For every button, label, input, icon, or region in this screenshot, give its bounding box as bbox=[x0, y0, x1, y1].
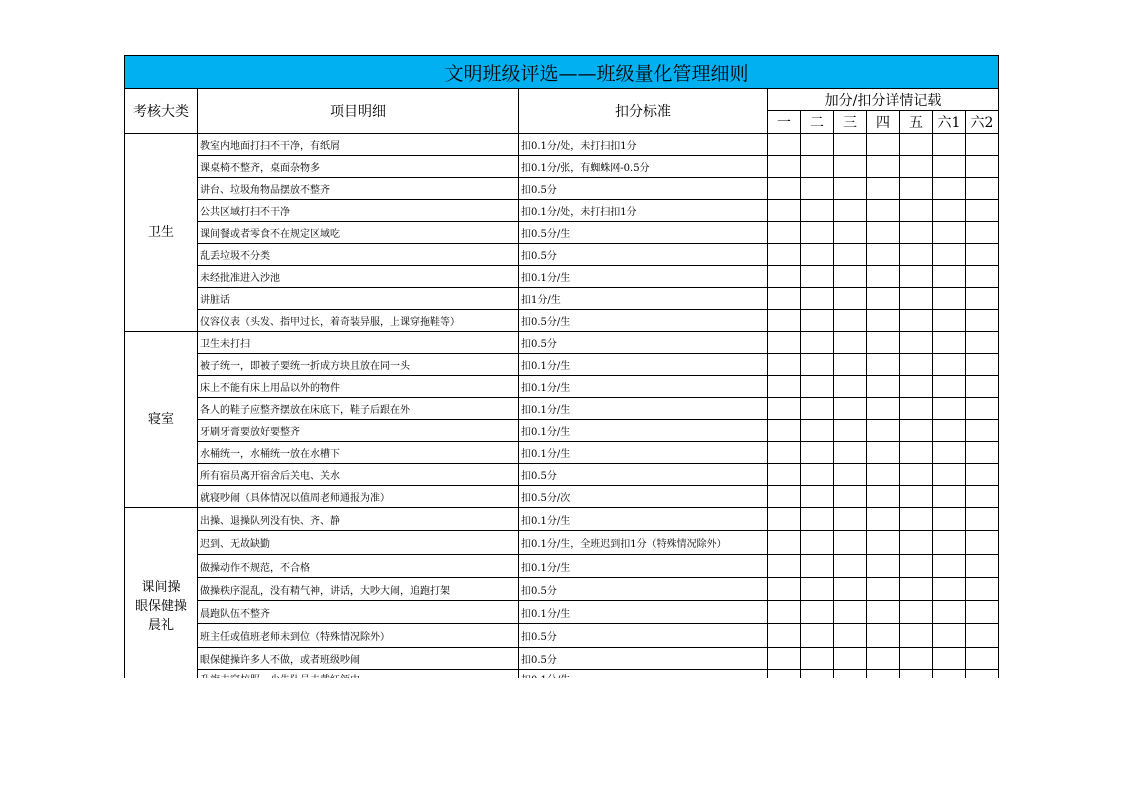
record-cell[interactable] bbox=[801, 442, 834, 464]
record-cell[interactable] bbox=[933, 578, 966, 601]
record-cell[interactable] bbox=[768, 222, 801, 244]
record-cell[interactable] bbox=[933, 486, 966, 508]
standard-cell: 扣0.5分 bbox=[519, 178, 768, 200]
record-cell[interactable] bbox=[834, 310, 867, 332]
record-cell[interactable] bbox=[801, 578, 834, 601]
record-cell[interactable] bbox=[966, 420, 999, 442]
record-cell[interactable] bbox=[801, 244, 834, 266]
record-cell[interactable] bbox=[834, 648, 867, 670]
record-cell[interactable] bbox=[867, 648, 900, 670]
record-cell[interactable] bbox=[834, 486, 867, 508]
record-cell[interactable] bbox=[834, 624, 867, 648]
standard-cell: 扣0.1分/生 bbox=[519, 354, 768, 376]
record-cell[interactable] bbox=[933, 178, 966, 200]
record-cell[interactable] bbox=[768, 578, 801, 601]
record-cell[interactable] bbox=[966, 376, 999, 398]
record-cell[interactable] bbox=[933, 354, 966, 376]
record-cell[interactable] bbox=[933, 442, 966, 464]
record-cell[interactable] bbox=[900, 624, 933, 648]
record-cell[interactable] bbox=[867, 486, 900, 508]
record-cell[interactable] bbox=[966, 200, 999, 222]
record-cell[interactable] bbox=[768, 648, 801, 670]
detail-cell: 卫生未打扫 bbox=[198, 332, 519, 354]
record-cell[interactable] bbox=[801, 486, 834, 508]
record-cell[interactable] bbox=[867, 398, 900, 420]
record-cell[interactable] bbox=[801, 376, 834, 398]
record-cell[interactable] bbox=[834, 578, 867, 601]
record-cell[interactable] bbox=[801, 354, 834, 376]
record-cell[interactable] bbox=[768, 310, 801, 332]
record-cell[interactable] bbox=[768, 178, 801, 200]
record-cell[interactable] bbox=[933, 200, 966, 222]
record-cell[interactable] bbox=[801, 398, 834, 420]
table-row bbox=[125, 354, 999, 376]
table-row bbox=[125, 531, 999, 555]
record-cell[interactable] bbox=[867, 508, 900, 531]
standard-cell: 扣0.5分 bbox=[519, 244, 768, 266]
record-cell[interactable] bbox=[966, 244, 999, 266]
record-cell[interactable] bbox=[966, 648, 999, 670]
record-cell[interactable] bbox=[933, 310, 966, 332]
record-cell[interactable] bbox=[933, 332, 966, 354]
record-cell[interactable] bbox=[867, 244, 900, 266]
table-row bbox=[125, 200, 999, 222]
detail-cell: 班主任或值班老师未到位（特殊情况除外） bbox=[198, 624, 519, 648]
detail-cell: 做操秩序混乱，没有精气神，讲话，大吵大闹，追跑打架 bbox=[198, 578, 519, 601]
standard-cell: 扣0.1分/生 bbox=[519, 442, 768, 464]
standard-cell: 扣0.1分/生 bbox=[519, 601, 768, 624]
detail-cell: 被子统一，即被子要统一折成方块且放在同一头 bbox=[198, 354, 519, 376]
detail-cell: 就寝吵闹（具体情况以值周老师通报为准） bbox=[198, 486, 519, 508]
header-day-3: 三 bbox=[834, 111, 867, 134]
detail-cell: 牙刷牙膏要放好要整齐 bbox=[198, 420, 519, 442]
table-row bbox=[125, 398, 999, 420]
table-row bbox=[125, 601, 999, 624]
record-cell[interactable] bbox=[834, 200, 867, 222]
detail-cell: 公共区域打扫不干净 bbox=[198, 200, 519, 222]
record-cell[interactable] bbox=[768, 464, 801, 486]
record-cell[interactable] bbox=[966, 531, 999, 555]
table-row bbox=[125, 464, 999, 486]
record-cell[interactable] bbox=[900, 578, 933, 601]
table-row bbox=[125, 578, 999, 601]
record-cell[interactable] bbox=[801, 531, 834, 555]
category-label: 寝室 bbox=[147, 412, 174, 427]
standard-cell: 扣0.5分/次 bbox=[519, 486, 768, 508]
record-cell[interactable] bbox=[966, 442, 999, 464]
record-cell[interactable] bbox=[966, 508, 999, 531]
detail-cell: 水桶统一，水桶统一放在水槽下 bbox=[198, 442, 519, 464]
record-cell[interactable] bbox=[834, 156, 867, 178]
record-cell[interactable] bbox=[867, 266, 900, 288]
record-cell[interactable] bbox=[900, 222, 933, 244]
record-cell[interactable] bbox=[900, 178, 933, 200]
record-cell[interactable] bbox=[933, 508, 966, 531]
record-cell[interactable] bbox=[801, 178, 834, 200]
record-cell[interactable] bbox=[900, 601, 933, 624]
record-cell[interactable] bbox=[900, 288, 933, 310]
record-cell[interactable] bbox=[867, 420, 900, 442]
record-cell[interactable] bbox=[834, 266, 867, 288]
detail-cell: 课间餐或者零食不在规定区域吃 bbox=[198, 222, 519, 244]
record-cell[interactable] bbox=[966, 332, 999, 354]
record-cell[interactable] bbox=[900, 464, 933, 486]
record-cell[interactable] bbox=[933, 222, 966, 244]
standard-cell: 扣0.1分/处，未打扫扣1分 bbox=[519, 134, 768, 156]
standard-cell: 扣0.5分 bbox=[519, 464, 768, 486]
header-day-4: 四 bbox=[867, 111, 900, 134]
record-cell[interactable] bbox=[900, 398, 933, 420]
category-cell bbox=[125, 332, 198, 508]
record-cell[interactable] bbox=[801, 134, 834, 156]
record-cell[interactable] bbox=[900, 442, 933, 464]
detail-cell: 讲脏话 bbox=[198, 288, 519, 310]
record-cell[interactable] bbox=[900, 134, 933, 156]
detail-cell: 各人的鞋子应整齐摆放在床底下，鞋子后跟在外 bbox=[198, 398, 519, 420]
record-cell[interactable] bbox=[966, 398, 999, 420]
record-cell[interactable] bbox=[834, 442, 867, 464]
record-cell[interactable] bbox=[801, 288, 834, 310]
record-cell[interactable] bbox=[966, 578, 999, 601]
header-day-6b: 六2 bbox=[966, 111, 999, 134]
record-cell[interactable] bbox=[768, 508, 801, 531]
table-row bbox=[125, 624, 999, 648]
record-cell[interactable] bbox=[834, 376, 867, 398]
record-cell[interactable] bbox=[966, 624, 999, 648]
detail-cell: 仪容仪表（头发、指甲过长，着奇装异服，上课穿拖鞋等） bbox=[198, 310, 519, 332]
table-row bbox=[125, 555, 999, 578]
record-cell[interactable] bbox=[933, 420, 966, 442]
record-cell[interactable] bbox=[768, 134, 801, 156]
standard-cell: 扣0.1分/生 bbox=[519, 508, 768, 531]
table-row bbox=[125, 222, 999, 244]
rules-table bbox=[124, 55, 999, 724]
record-cell[interactable] bbox=[966, 288, 999, 310]
table-row bbox=[125, 156, 999, 178]
table-row bbox=[125, 442, 999, 464]
record-cell[interactable] bbox=[834, 601, 867, 624]
table-row bbox=[125, 332, 999, 354]
record-cell[interactable] bbox=[768, 442, 801, 464]
detail-cell: 迟到、无故缺勤 bbox=[198, 531, 519, 555]
record-cell[interactable] bbox=[966, 354, 999, 376]
record-cell[interactable] bbox=[768, 200, 801, 222]
sheet-title-cell bbox=[125, 56, 999, 89]
record-cell[interactable] bbox=[867, 156, 900, 178]
record-cell[interactable] bbox=[900, 420, 933, 442]
record-cell[interactable] bbox=[834, 354, 867, 376]
standard-cell: 扣0.1分/生 bbox=[519, 376, 768, 398]
record-cell[interactable] bbox=[801, 624, 834, 648]
record-cell[interactable] bbox=[900, 354, 933, 376]
record-cell[interactable] bbox=[768, 156, 801, 178]
record-cell[interactable] bbox=[768, 376, 801, 398]
record-cell[interactable] bbox=[900, 156, 933, 178]
record-cell[interactable] bbox=[933, 156, 966, 178]
standard-cell: 扣0.1分/生 bbox=[519, 420, 768, 442]
table-row bbox=[125, 420, 999, 442]
record-cell[interactable] bbox=[801, 464, 834, 486]
category-label: 卫生 bbox=[147, 225, 174, 240]
record-cell[interactable] bbox=[900, 376, 933, 398]
standard-cell: 扣0.1分/生 bbox=[519, 398, 768, 420]
record-cell[interactable] bbox=[801, 648, 834, 670]
record-cell[interactable] bbox=[900, 555, 933, 578]
header-detail: 项目明细 bbox=[198, 89, 519, 134]
record-cell[interactable] bbox=[801, 310, 834, 332]
record-cell[interactable] bbox=[867, 200, 900, 222]
record-cell[interactable] bbox=[768, 601, 801, 624]
record-cell[interactable] bbox=[768, 244, 801, 266]
header-day-1: 一 bbox=[768, 111, 801, 134]
record-cell[interactable] bbox=[801, 156, 834, 178]
record-cell[interactable] bbox=[834, 420, 867, 442]
record-cell[interactable] bbox=[900, 648, 933, 670]
record-cell[interactable] bbox=[966, 555, 999, 578]
record-cell[interactable] bbox=[867, 442, 900, 464]
record-cell[interactable] bbox=[768, 555, 801, 578]
detail-cell: 做操动作不规范，不合格 bbox=[198, 555, 519, 578]
header-day-5: 五 bbox=[900, 111, 933, 134]
record-cell[interactable] bbox=[933, 244, 966, 266]
record-cell[interactable] bbox=[966, 178, 999, 200]
record-cell[interactable] bbox=[933, 555, 966, 578]
table-row bbox=[125, 508, 999, 531]
record-cell[interactable] bbox=[834, 398, 867, 420]
header-record: 加分/扣分详情记载 bbox=[768, 89, 999, 111]
detail-cell: 床上不能有床上用品以外的物件 bbox=[198, 376, 519, 398]
record-cell[interactable] bbox=[801, 420, 834, 442]
record-cell[interactable] bbox=[867, 578, 900, 601]
detail-cell: 教室内地面打扫不干净，有纸屑 bbox=[198, 134, 519, 156]
record-cell[interactable] bbox=[801, 200, 834, 222]
table-row bbox=[125, 266, 999, 288]
standard-cell: 扣0.5分 bbox=[519, 648, 768, 670]
record-cell[interactable] bbox=[801, 601, 834, 624]
table-row bbox=[125, 376, 999, 398]
standard-cell: 扣0.1分/生 bbox=[519, 555, 768, 578]
record-cell[interactable] bbox=[933, 134, 966, 156]
record-cell[interactable] bbox=[768, 288, 801, 310]
record-cell[interactable] bbox=[867, 624, 900, 648]
category-label: 课间操 眼保健操 晨礼 bbox=[134, 580, 187, 633]
record-cell[interactable] bbox=[933, 376, 966, 398]
standard-cell: 扣0.1分/生，全班迟到扣1分（特殊情况除外） bbox=[519, 531, 768, 555]
record-cell[interactable] bbox=[966, 464, 999, 486]
standard-cell: 扣0.5分 bbox=[519, 332, 768, 354]
record-cell[interactable] bbox=[768, 332, 801, 354]
category-cell bbox=[125, 508, 198, 706]
standard-cell: 扣0.5分/生 bbox=[519, 222, 768, 244]
record-cell[interactable] bbox=[801, 555, 834, 578]
detail-cell: 所有宿员离开宿舍后关电、关水 bbox=[198, 464, 519, 486]
record-cell[interactable] bbox=[867, 222, 900, 244]
record-cell[interactable] bbox=[768, 398, 801, 420]
record-cell[interactable] bbox=[834, 464, 867, 486]
record-cell[interactable] bbox=[867, 134, 900, 156]
standard-cell: 扣0.1分/生 bbox=[519, 266, 768, 288]
record-cell[interactable] bbox=[966, 156, 999, 178]
record-cell[interactable] bbox=[834, 178, 867, 200]
record-cell[interactable] bbox=[933, 464, 966, 486]
record-cell[interactable] bbox=[900, 310, 933, 332]
record-cell[interactable] bbox=[933, 266, 966, 288]
record-cell[interactable] bbox=[933, 288, 966, 310]
record-cell[interactable] bbox=[768, 624, 801, 648]
record-cell[interactable] bbox=[867, 178, 900, 200]
record-cell[interactable] bbox=[834, 332, 867, 354]
record-cell[interactable] bbox=[801, 332, 834, 354]
table-row bbox=[125, 244, 999, 266]
header-category: 考核大类 bbox=[125, 89, 198, 134]
record-cell[interactable] bbox=[834, 222, 867, 244]
record-cell[interactable] bbox=[966, 601, 999, 624]
record-cell[interactable] bbox=[900, 244, 933, 266]
record-cell[interactable] bbox=[966, 222, 999, 244]
record-cell[interactable] bbox=[834, 555, 867, 578]
record-cell[interactable] bbox=[801, 508, 834, 531]
record-cell[interactable] bbox=[966, 266, 999, 288]
record-cell[interactable] bbox=[933, 398, 966, 420]
record-cell[interactable] bbox=[900, 508, 933, 531]
record-cell[interactable] bbox=[834, 531, 867, 555]
header-row-1 bbox=[125, 89, 999, 111]
record-cell[interactable] bbox=[933, 601, 966, 624]
record-cell[interactable] bbox=[768, 266, 801, 288]
standard-cell: 扣0.5分 bbox=[519, 578, 768, 601]
record-cell[interactable] bbox=[966, 486, 999, 508]
record-cell[interactable] bbox=[900, 486, 933, 508]
record-cell[interactable] bbox=[867, 601, 900, 624]
table-row bbox=[125, 134, 999, 156]
detail-cell: 课桌椅不整齐，桌面杂物多 bbox=[198, 156, 519, 178]
record-cell[interactable] bbox=[867, 555, 900, 578]
sheet-title: 文明班级评选——班级量化管理细则 bbox=[444, 62, 749, 85]
record-cell[interactable] bbox=[867, 332, 900, 354]
record-cell[interactable] bbox=[867, 288, 900, 310]
record-cell[interactable] bbox=[900, 200, 933, 222]
detail-cell: 未经批准进入沙池 bbox=[198, 266, 519, 288]
standard-cell: 扣0.1分/处，未打扫扣1分 bbox=[519, 200, 768, 222]
header-standard: 扣分标准 bbox=[519, 89, 768, 134]
record-cell[interactable] bbox=[834, 508, 867, 531]
record-cell[interactable] bbox=[768, 354, 801, 376]
record-cell[interactable] bbox=[867, 464, 900, 486]
table-row bbox=[125, 310, 999, 332]
record-cell[interactable] bbox=[933, 531, 966, 555]
record-cell[interactable] bbox=[867, 354, 900, 376]
standard-cell: 扣0.1分/张，有蜘蛛网-0.5分 bbox=[519, 156, 768, 178]
record-cell[interactable] bbox=[834, 244, 867, 266]
title-row bbox=[125, 56, 999, 89]
rules-sheet bbox=[124, 55, 998, 724]
table-row bbox=[125, 288, 999, 310]
table-row bbox=[125, 486, 999, 508]
record-cell[interactable] bbox=[933, 624, 966, 648]
table-row bbox=[125, 178, 999, 200]
record-cell[interactable] bbox=[900, 266, 933, 288]
standard-cell: 扣0.5分/生 bbox=[519, 310, 768, 332]
table-row bbox=[125, 648, 999, 670]
page-blank-area bbox=[0, 678, 1122, 793]
record-cell[interactable] bbox=[867, 376, 900, 398]
detail-cell: 眼保健操许多人不做，或者班级吵闹 bbox=[198, 648, 519, 670]
category-cell bbox=[125, 134, 198, 332]
record-cell[interactable] bbox=[801, 266, 834, 288]
detail-cell: 讲台、垃圾角物品摆放不整齐 bbox=[198, 178, 519, 200]
detail-cell: 出操、退操队列没有快、齐、静 bbox=[198, 508, 519, 531]
standard-cell: 扣0.5分 bbox=[519, 624, 768, 648]
record-cell[interactable] bbox=[867, 531, 900, 555]
detail-cell: 晨跑队伍不整齐 bbox=[198, 601, 519, 624]
record-cell[interactable] bbox=[900, 332, 933, 354]
header-day-2: 二 bbox=[801, 111, 834, 134]
record-cell[interactable] bbox=[801, 222, 834, 244]
record-cell[interactable] bbox=[966, 310, 999, 332]
record-cell[interactable] bbox=[768, 486, 801, 508]
record-cell[interactable] bbox=[933, 648, 966, 670]
record-cell[interactable] bbox=[867, 310, 900, 332]
record-cell[interactable] bbox=[900, 531, 933, 555]
detail-cell: 乱丢垃圾不分类 bbox=[198, 244, 519, 266]
record-cell[interactable] bbox=[834, 134, 867, 156]
record-cell[interactable] bbox=[768, 420, 801, 442]
record-cell[interactable] bbox=[966, 134, 999, 156]
header-day-6a: 六1 bbox=[933, 111, 966, 134]
record-cell[interactable] bbox=[834, 288, 867, 310]
record-cell[interactable] bbox=[768, 531, 801, 555]
standard-cell: 扣1分/生 bbox=[519, 288, 768, 310]
